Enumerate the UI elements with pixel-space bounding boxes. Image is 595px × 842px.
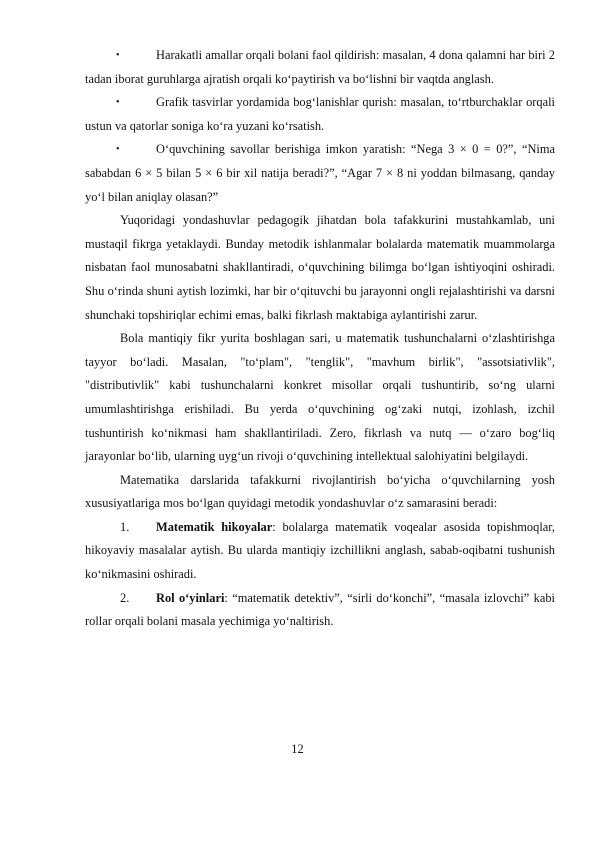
bullet-icon: • — [116, 144, 120, 156]
item-term: Rol o‘yinlari — [156, 590, 225, 605]
bullet-text: O‘quvchining savollar berishiga imkon yaratish: “Nega 3 × 0 = 0?”, “Nima sababdan 6 × 5 bilan 5 × 6 bir xil natija beradi?”, “Agar 7 × 8 ni yoddan bilmasang, qanday yo‘l bilan aniqlay olasan?” — [85, 142, 555, 204]
page-number: 12 — [291, 742, 304, 756]
bullet-item — [85, 91, 555, 138]
item-text: : “matematik detektiv”, “sirli do‘konchi”, “masala izlovchi” kabi rollar orqali bolani masala yechimiga yo‘naltirish. — [85, 590, 555, 629]
paragraph: Yuqoridagi yondashuvlar pedagogik jihatdan bola tafakkurini mustahkamlab, uni mustaqil fikrga yetaklaydi. Bunday metodik ishlanmalar bolalarda matematik muammolarga nisbatan faol munosabatni shakllantiradi, o‘quvchining bilimga bo‘lgan ishtiyoqini oshiradi. Shu o‘rinda shuni aytish lozimki, har bir o‘qituvchi bu jarayonni ongli rejalashtirishi va darsni shunchaki topshiriqlar echimi emas, balki fikrlash maktabiga aylantirishi zarur. — [85, 213, 555, 322]
bullet-item — [85, 44, 555, 91]
paragraph: Matematika darslarida tafakkurni rivojlantirish bo‘yicha o‘quvchilarning yosh xususiyatlariga mos bo‘lgan quyidagi metodik yondashuvlar o‘z samarasini beradi: — [85, 472, 555, 511]
bullet-item — [85, 138, 555, 209]
document-body — [85, 44, 555, 634]
item-number: 2. — [120, 590, 130, 605]
item-term: Matematik hikoyalar — [156, 519, 273, 534]
bullet-text: Grafik tasvirlar yordamida bog‘lanishlar qurish: masalan, to‘rtburchaklar orqali ustun va qatorlar soniga ko‘ra yuzani ko‘rsatish. — [85, 95, 555, 133]
bullet-icon: • — [116, 97, 120, 109]
item-number: 1. — [120, 519, 130, 534]
numbered-item — [85, 587, 555, 634]
paragraph: Bola mantiqiy fikr yurita boshlagan sari, u matematik tushunchalarni o‘zlashtirishga tayyor bo‘ladi. Masalan, "to‘plam", "tenglik", "mavhum birlik", "assotsiativlik", "distributivlik" kabi tushunchalarni konkret misollar orqali tushuntirib, so‘ng ularni umumlashtirishga erishiladi. Bu yerda o‘quvchining og‘zaki nutqi, izohlash, izchil tushuntirish ko‘nikmasi ham shakllantiriladi. Zero, fikrlash va nutq — o‘zaro bog‘liq jarayonlar bo‘lib, ularning uyg‘un rivoji o‘quvchining intellektual salohiyatini belgilaydi. — [85, 331, 555, 464]
bullet-text: Harakatli amallar orqali bolani faol qildirish: masalan, 4 dona qalamni har biri 2 tadan iborat guruhlarga ajratish orqali ko‘paytirish va bo‘lishni bir vaqtda anglash. — [85, 48, 555, 86]
item-text: : bolalarga matematik voqealar asosida topishmoqlar, hikoyaviy masalalar aytish. Bu ularda mantiqiy izchillikni anglash, sabab-oqibatni tushunish ko‘nikmasini oshiradi. — [85, 519, 555, 582]
bullet-icon: • — [116, 50, 120, 61]
numbered-item — [85, 516, 555, 587]
